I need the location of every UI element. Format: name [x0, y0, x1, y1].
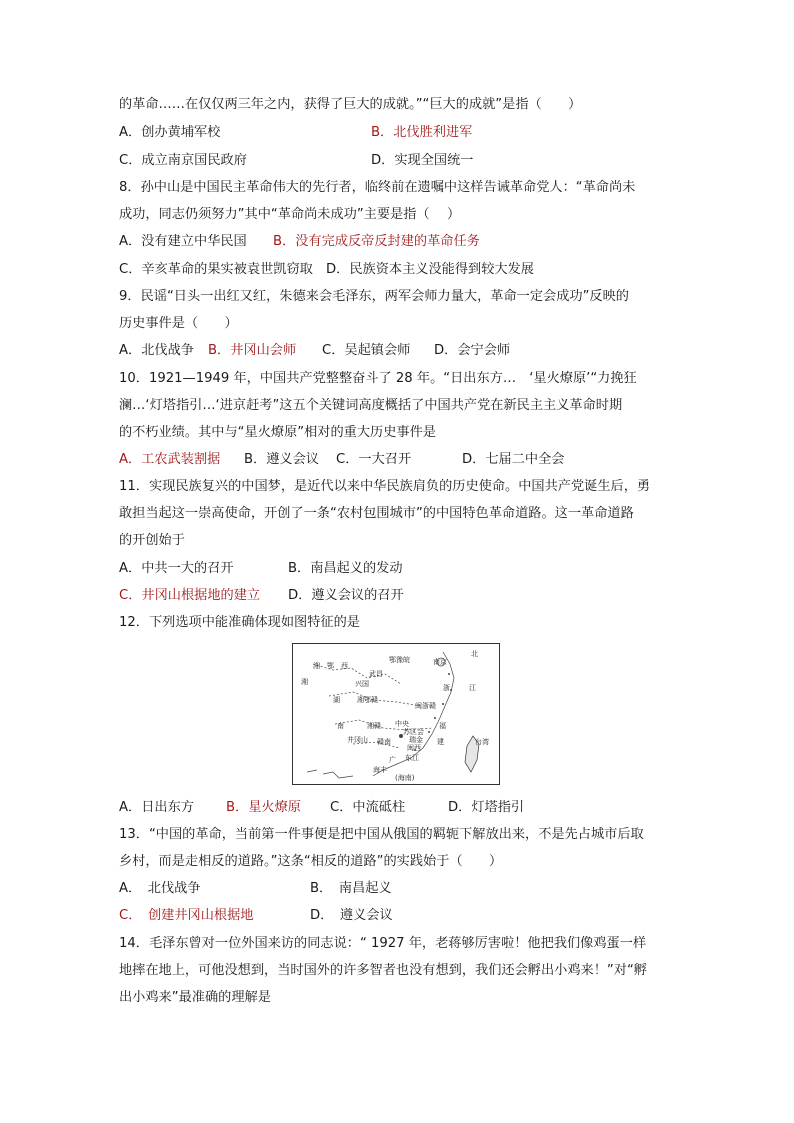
- map-label-zhe: 浙: [443, 684, 450, 692]
- q10-option-a: A．工农武装割据: [119, 452, 221, 467]
- map-label-suqu: 苏区会: [403, 728, 424, 736]
- q7-stem-line: 的革命……在仅仅两三年之内，获得了巨大的成就。”“巨大的成就”是指（ ）: [119, 97, 582, 112]
- q13-stem-line-1: 13．“中国的革命，当前第一件事便是把中国从俄国的羁轭下解放出来，不是先占城市后取: [119, 827, 644, 842]
- map-label-xinggu: 兴国: [355, 680, 369, 688]
- map-label-nanjing: 南京: [433, 658, 447, 666]
- q7-option-a: A．创办黄埔军校: [119, 125, 221, 140]
- q13-option-a: A． 北伐战争: [119, 881, 201, 896]
- q8-option-a: A．没有建立中华民国: [119, 234, 247, 249]
- map-label-minxi: 闽西: [407, 744, 421, 752]
- map-label-e-yu-wan: 鄂豫皖: [389, 656, 410, 664]
- q9-option-b: B．井冈山会师: [208, 343, 297, 358]
- q14-stem-line-3: 出小鸡来”最准确的理解是: [119, 990, 271, 1005]
- q13-stem-line-2: 乡村，而是走相反的道路。”这条“相反的道路”的实践始于（ ）: [119, 854, 503, 869]
- soviet-base-areas-map: [292, 643, 500, 785]
- map-label-xiang-top: 湘: [301, 678, 308, 686]
- map-label-hainan: (海南): [395, 774, 415, 782]
- q14-stem-line-2: 地摔在地上，可他没想到，当时国外的许多智者也没有想到，我们还会孵出小鸡来！”对“孵: [119, 963, 647, 978]
- q12-stem-line-1: 12．下列选项中能准确体现如图特征的是: [119, 615, 360, 630]
- q7-option-c: C．成立南京国民政府: [119, 153, 247, 168]
- q10-option-d: D．七届二中全会: [462, 452, 565, 467]
- q8-option-cd: C．辛亥革命的果实被袁世凯窃取 D．民族资本主义没能得到较大发展: [119, 262, 534, 277]
- q10-stem-line-2: 澜…‘灯塔指引…‘进京赶考”这五个关键词高度概括了中国共产党在新民主主义革命时期: [119, 398, 623, 413]
- q10-option-c: C．一大召开: [336, 452, 412, 467]
- map-label-taiwan: 台湾: [475, 738, 489, 746]
- map-label-nan: 南: [337, 722, 344, 730]
- map-label-fu: 福: [439, 722, 446, 730]
- q9-stem-line-1: 9．民谣“日头一出红又红，朱德来会毛泽东，两军会师力量大，革命一定会成功”反映的: [119, 289, 629, 304]
- map-label-jian: 建: [437, 738, 444, 746]
- q8-stem-line-1: 8．孙中山是中国民主革命伟大的先行者，临终前在遗嘱中这样告诫革命党人：“革命尚未: [119, 180, 636, 195]
- map-drawing: [293, 644, 500, 785]
- q9-option-c: C．吴起镇会师: [322, 343, 411, 358]
- map-label-wuchang: 武昌: [369, 670, 383, 678]
- q11-option-a: A．中共一大的召开: [119, 561, 234, 576]
- q10-stem-line-3: 的不朽业绩。其中与“星火燎原”相对的重大历史事件是: [119, 425, 436, 440]
- map-label-xiang-gan: 湘赣: [367, 722, 381, 730]
- map-label-gannan: 赣南: [377, 738, 391, 746]
- q10-option-b: B．遵义会议: [244, 452, 319, 467]
- q9-option-a: A．北伐战争: [119, 343, 194, 358]
- map-label-haifeng: 海丰: [373, 766, 387, 774]
- q11-stem-line-1: 11．实现民族复兴的中国梦，是近代以来中华民族肩负的历史使命。中国共产党诞生后，勇: [119, 479, 651, 494]
- q7-option-b: B．北伐胜利进军: [371, 125, 473, 140]
- map-label-jinggangshan: 井冈山: [347, 736, 368, 744]
- map-label-xiang-e-xi: 湘 鄂 西: [313, 662, 348, 670]
- q12-option-d: D．灯塔指引: [448, 800, 525, 815]
- q12-option-b: B．星火燎原: [226, 800, 301, 815]
- q8-option-b: B．没有完成反帝反封建的革命任务: [273, 234, 480, 249]
- map-label-jiang: 江: [469, 684, 476, 692]
- q14-stem-line-1: 14．毛泽东曾对一位外国来访的同志说：“ 1927 年，老蒋够厉害啦！他把我们像鸡蛋一样: [119, 936, 647, 951]
- q12-option-a: A．日出东方: [119, 800, 194, 815]
- q10-stem-line-1: 10．1921—1949 年，中国共产党整整奋斗了 28 年。“日出东方… ‘星火燎原’“力挽狂: [119, 371, 637, 386]
- q9-option-d: D．会宁会师: [434, 343, 511, 358]
- q13-option-d: D． 遵义会议: [310, 908, 393, 923]
- map-label-dongjiang: 东江: [405, 754, 419, 762]
- q11-stem-line-3: 的开创始于: [119, 533, 185, 548]
- q11-option-c: C．井冈山根据地的建立: [119, 588, 261, 603]
- map-label-xiang-e-gan: 湘鄂赣: [357, 696, 378, 704]
- q8-stem-line-2: 成功，同志仍须努力”其中“革命尚未成功”主要是指（ ）: [119, 207, 461, 222]
- q11-option-b: B．南昌起义的发动: [288, 561, 403, 576]
- q7-option-d: D．实现全国统一: [371, 153, 474, 168]
- q13-option-b: B． 南昌起义: [310, 881, 392, 896]
- q12-option-c: C．中流砥柱: [330, 800, 406, 815]
- map-label-north: 北: [471, 650, 478, 658]
- q11-stem-line-2: 敢担当起这一崇高使命，开创了一条“农村包围城市”的中国特色革命道路。这一革命道路: [119, 506, 634, 521]
- map-label-hu: 湖: [333, 696, 340, 704]
- q13-option-c: C． 创建井冈山根据地: [119, 908, 254, 923]
- map-label-min-zhe-gan: 闽浙赣: [415, 702, 436, 710]
- q11-option-d: D．遵义会议的召开: [288, 588, 404, 603]
- q9-stem-line-2: 历史事件是（ ）: [119, 316, 238, 331]
- map-label-ruijin: 瑞金: [409, 736, 423, 744]
- map-label-guangdong: 广: [389, 756, 396, 764]
- map-label-zhongyang: 中央: [395, 720, 409, 728]
